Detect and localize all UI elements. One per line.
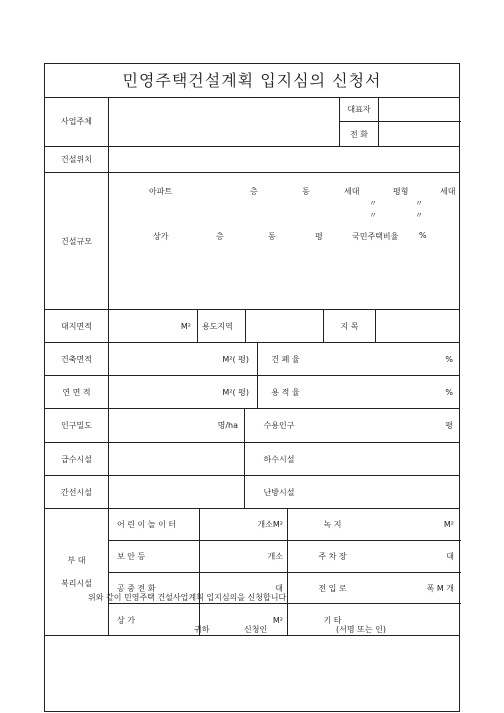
footer-applicant: 신청인: [244, 625, 268, 634]
label-water: 급수시설: [61, 454, 92, 464]
welfare-item-unit[interactable]: 대: [446, 552, 454, 561]
scale-shop-dong: 동: [268, 232, 276, 241]
welfare-item-left: 보 안 등: [117, 552, 146, 561]
row-location: [45, 147, 459, 173]
label-phone: 전 화: [350, 129, 368, 139]
welfare-item-mid[interactable]: 대: [199, 573, 287, 603]
land-area-field[interactable]: [108, 310, 197, 342]
welfare-item-right: 기 타: [287, 604, 377, 636]
row-floor-area: [45, 376, 459, 409]
welfare-row: [109, 604, 461, 636]
scale-households-2: 세대: [440, 187, 456, 196]
label-welfare: [45, 509, 108, 635]
welfare-item-mid[interactable]: 개소: [199, 541, 287, 572]
row-gas: [45, 476, 459, 509]
ditto-mark: 〃: [415, 211, 423, 220]
row-land-area: [45, 310, 459, 343]
label-welfare-1: 부 대: [67, 556, 86, 565]
jimok-field[interactable]: [375, 310, 461, 342]
label-coverage: 건 폐 율: [257, 343, 313, 375]
scale-percent: %: [419, 231, 427, 240]
welfare-item-mid[interactable]: M²: [199, 604, 287, 636]
label-scale: 건설규모: [61, 236, 92, 246]
water-field[interactable]: [108, 443, 244, 475]
welfare-table: [108, 509, 461, 635]
form-title: 민영주택건설계획 입지심의 신청서: [45, 64, 459, 98]
scale-households: 세대: [344, 187, 360, 196]
label-applicant: 사업주체: [61, 117, 92, 126]
label-capacity: 수용인구: [244, 409, 313, 442]
density-field[interactable]: [108, 409, 244, 442]
label-land-area: 대지면적: [61, 321, 92, 331]
label-floor-ratio: 용 적 율: [257, 376, 313, 408]
label-rep: 대표자: [347, 104, 371, 114]
trunk-field[interactable]: [108, 476, 244, 508]
phone-field[interactable]: [378, 122, 462, 146]
row-density: [45, 409, 459, 443]
scale-shop: 상가: [153, 232, 169, 241]
welfare-item-left: 어 린 이 놀 이 터: [117, 520, 177, 529]
row-applicant: [45, 97, 459, 147]
row-water: [45, 443, 459, 476]
label-density: 인구밀도: [61, 421, 92, 430]
welfare-item-unit[interactable]: M²: [443, 520, 454, 529]
label-sewage: 하수시설: [244, 443, 313, 475]
welfare-item-mid[interactable]: 개소M²: [199, 509, 287, 540]
capacity-field[interactable]: [313, 409, 461, 442]
welfare-item-right: 전 입 로: [287, 573, 377, 603]
label-building-area: 건축면적: [61, 354, 92, 364]
scale-dong: 동: [302, 187, 310, 196]
label-location: 건설위치: [61, 155, 92, 164]
welfare-item-right: 주 차 장: [287, 541, 377, 572]
footer-sign: (서명 또는 인): [336, 625, 386, 634]
ditto-mark: 〃: [369, 211, 377, 220]
row-building-area: [45, 343, 459, 376]
scale-field[interactable]: [108, 173, 461, 309]
unit-m2: M²: [180, 321, 191, 331]
building-area-field[interactable]: [108, 343, 257, 375]
rep-row: [340, 97, 461, 122]
footer-statement: 위와 같이 민영주택 건설사업계획 입지심의을 신청합니다.: [88, 593, 289, 602]
scale-apartment: 아파트: [149, 187, 173, 196]
unit-m2-pyeong: M²( 평): [222, 354, 249, 364]
welfare-item-unit[interactable]: [377, 604, 462, 636]
floor-area-field[interactable]: [108, 376, 257, 408]
row-welfare: [45, 509, 459, 636]
welfare-item-left: 상 가: [117, 615, 135, 625]
scale-floor: 층: [250, 187, 258, 196]
rep-field[interactable]: [378, 97, 462, 121]
label-trunk: 간선시설: [61, 487, 92, 497]
row-footer: [45, 636, 459, 651]
ditto-mark: 〃: [369, 199, 377, 208]
unit-pyeong: 평: [445, 421, 453, 430]
unit-percent: %: [445, 387, 453, 397]
label-jimok: 지 목: [323, 310, 375, 342]
label-welfare-2: 복리시설: [61, 579, 92, 588]
footer-to: 귀하: [194, 625, 210, 634]
sewage-field[interactable]: [313, 443, 461, 475]
label-floor-area: 연 면 적: [62, 387, 91, 397]
phone-row: [340, 122, 461, 146]
welfare-row: [109, 509, 461, 541]
scale-shop-floor: 층: [216, 232, 224, 241]
scale-pyeong-type: 평형: [393, 187, 409, 196]
floor-ratio-field[interactable]: [313, 376, 461, 408]
applicant-contact: [339, 97, 461, 146]
applicant-field[interactable]: [108, 97, 339, 146]
label-heating: 난방시설: [244, 476, 313, 508]
coverage-field[interactable]: [313, 343, 461, 375]
welfare-item-right: 녹 지: [287, 509, 377, 540]
ditto-mark: 〃: [415, 199, 423, 208]
unit-per-ha: 명/ha: [217, 421, 238, 430]
heating-field[interactable]: [313, 476, 461, 508]
zone-field[interactable]: [245, 310, 323, 342]
label-zone: 용도지역: [197, 310, 245, 342]
scale-national-ratio: 국민주택비율: [352, 232, 399, 241]
unit-m2-pyeong: M²( 평): [222, 387, 249, 397]
scale-shop-pyeong: 평: [315, 232, 323, 241]
welfare-item-unit[interactable]: 폭 M 개: [426, 583, 454, 593]
unit-percent: %: [445, 354, 453, 364]
row-scale: [45, 173, 459, 310]
location-field[interactable]: [108, 147, 461, 172]
application-form: [44, 63, 460, 712]
welfare-row: [109, 541, 461, 573]
welfare-item-left: 공 중 전 화: [117, 583, 156, 593]
